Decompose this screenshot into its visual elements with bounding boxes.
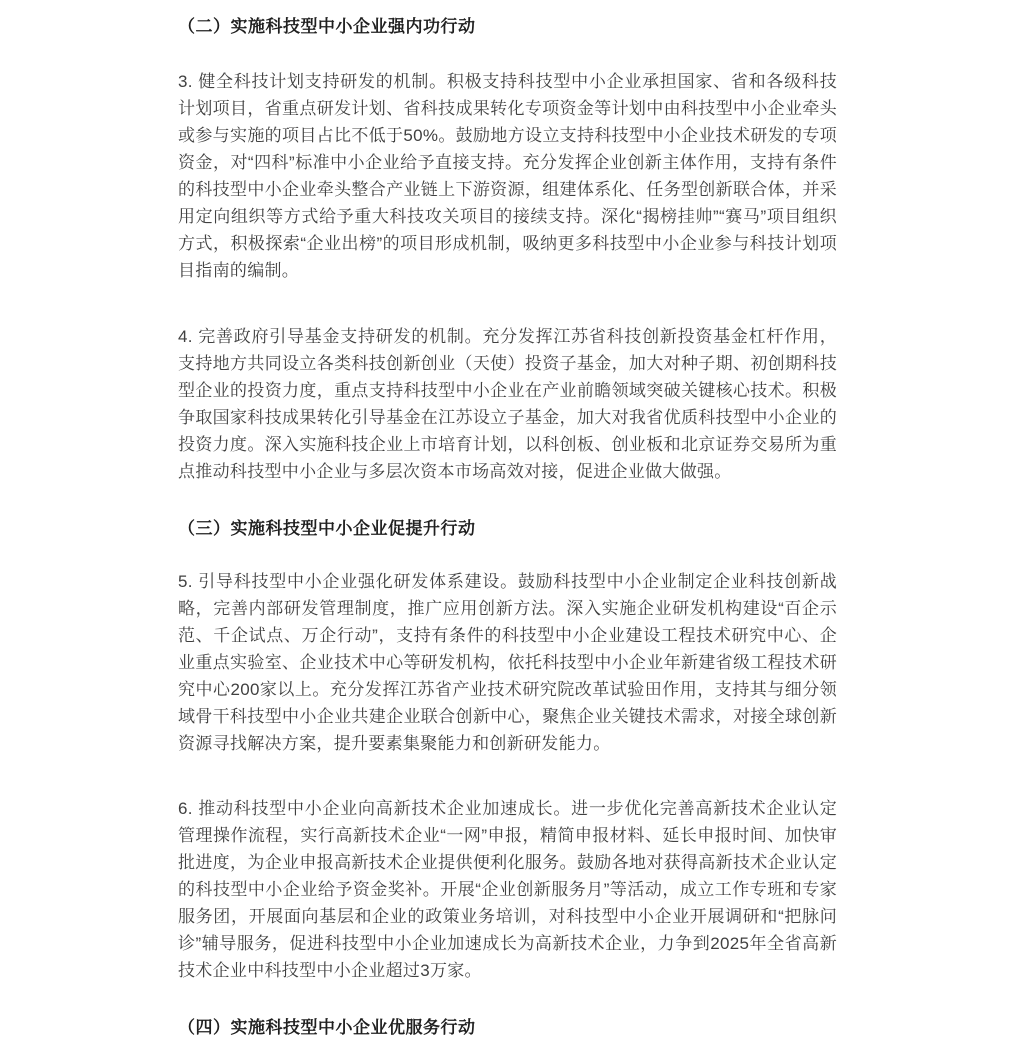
body-paragraph-5: 5. 引导科技型中小企业强化研发体系建设。鼓励科技型中小企业制定企业科技创新战略，完善内部研发管理制度，推广应用创新方法。深入实施企业研发机构建设“百企示范、千企试点、万企行动”，支持有条件的科技型中小企业建设工程技术研究中心、企业重点实验室、企业技术中心等研发机构，依托科技型中小企业年新建省级工程技术研究中心200家以上。充分发挥江苏省产业技术研究院改革试验田作用，支持其与细分领域骨干科技型中小企业共建企业联合创新中心，聚焦企业关键技术需求，对接全球创新资源寻找解决方案，提升要素集聚能力和创新研发能力。 <box>178 572 837 753</box>
body-paragraph-6: 6. 推动科技型中小企业向高新技术企业加速成长。进一步优化完善高新技术企业认定管理操作流程，实行高新技术企业“一网”申报，精简申报材料、延长申报时间、加快审批进度，为企业申报高新技术企业提供便利化服务。鼓励各地对获得高新技术企业认定的科技型中小企业给予资金奖补。开展“企业创新服务月”等活动，成立工作专班和专家服务团，开展面向基层和企业的政策业务培训，对科技型中小企业开展调研和“把脉问诊”辅导服务，促进科技型中小企业加速成长为高新技术企业，力争到2025年全省高新技术企业中科技型中小企业超过3万家。 <box>178 799 837 980</box>
section-heading-2: （二）实施科技型中小企业强内功行动 <box>178 17 476 36</box>
section-heading-4-clipped: （四）实施科技型中小企业优服务行动 <box>178 1018 476 1037</box>
body-paragraph-4: 4. 完善政府引导基金支持研发的机制。充分发挥江苏省科技创新投资基金杠杆作用，支持地方共同设立各类科技创新创业（天使）投资子基金，加大对种子期、初创期科技型企业的投资力度，重点支持科技型中小企业在产业前瞻领域突破关键核心技术。积极争取国家科技成果转化引导基金在江苏设立子基金，加大对我省优质科技型中小企业的投资力度。深入实施科技企业上市培育计划，以科创板、创业板和北京证券交易所为重点推动科技型中小企业与多层次资本市场高效对接，促进企业做大做强。 <box>178 327 837 481</box>
section-heading-3: （三）实施科技型中小企业促提升行动 <box>178 519 476 538</box>
body-paragraph-3: 3. 健全科技计划支持研发的机制。积极支持科技型中小企业承担国家、省和各级科技计划项目，省重点研发计划、省科技成果转化专项资金等计划中由科技型中小企业牵头或参与实施的项目占比不低于50%。鼓励地方设立支持科技型中小企业技术研发的专项资金，对“四科”标准中小企业给予直接支持。充分发挥企业创新主体作用，支持有条件的科技型中小企业牵头整合产业链上下游资源，组建体系化、任务型创新联合体，并采用定向组织等方式给予重大科技攻关项目的接续支持。深化“揭榜挂帅”“赛马”项目组织方式，积极探索“企业出榜”的项目形成机制，吸纳更多科技型中小企业参与科技计划项目指南的编制。 <box>178 72 837 280</box>
